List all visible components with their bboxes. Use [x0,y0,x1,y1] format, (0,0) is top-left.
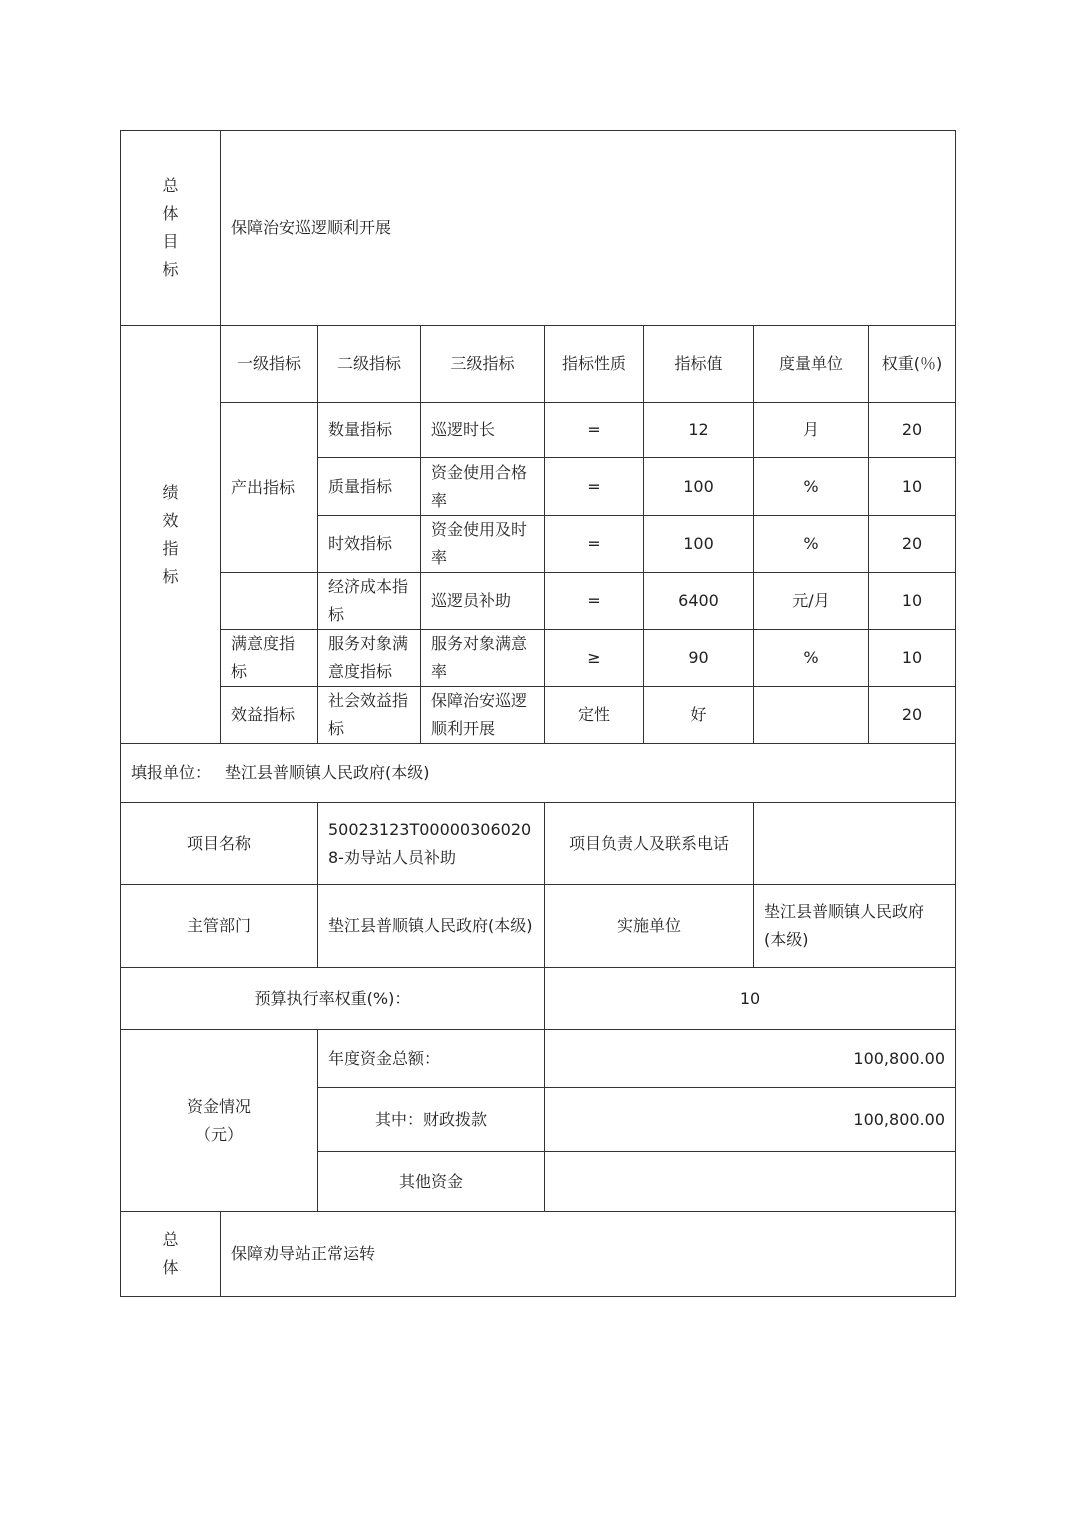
value-cell: 好 [644,687,754,744]
unit-cell: 月 [754,403,869,458]
department-label: 主管部门 [121,885,318,968]
header-level3: 三级指标 [421,326,545,403]
level3-cell: 巡逻时长 [421,403,545,458]
department-row [121,885,956,968]
fund-fiscal-label: 其中：财政拨款 [318,1088,545,1152]
fund-total-label: 年度资金总额： [318,1030,545,1088]
level2-cell: 质量指标 [318,458,421,516]
overall-goal-row-2 [121,1212,956,1297]
funds-label: 资金情况 （元） [121,1030,318,1212]
implementing-unit-label: 实施单位 [545,885,754,968]
level1-cell: 效益指标 [221,687,318,744]
level2-cell: 数量指标 [318,403,421,458]
weight-cell: 20 [869,687,956,744]
weight-cell: 10 [869,630,956,687]
fill-unit-row [121,744,956,803]
nature-cell: = [545,516,644,573]
project-name-label: 项目名称 [121,803,318,885]
indicator-row [121,687,956,744]
fund-other-label: 其他资金 [318,1152,545,1212]
nature-cell: 定性 [545,687,644,744]
level1-cell: 产出指标 [221,403,318,573]
weight-cell: 10 [869,573,956,630]
header-level1: 一级指标 [221,326,318,403]
fund-other-value [545,1152,956,1212]
implementing-unit-value: 垫江县普顺镇人民政府(本级) [754,885,956,968]
fill-unit-label: 填报单位： [131,763,212,782]
overall-goal-text: 保障治安巡逻顺利开展 [221,131,956,326]
performance-goal-form [120,130,955,1297]
value-cell: 100 [644,458,754,516]
nature-cell: = [545,403,644,458]
level3-cell: 保障治安巡逻顺利开展 [421,687,545,744]
budget-weight-value: 10 [545,968,956,1030]
budget-weight-row [121,968,956,1030]
overall-goal-row [121,131,956,326]
weight-cell: 20 [869,516,956,573]
fund-total-row [121,1030,956,1088]
indicator-row [121,573,956,630]
overall-goal-label-2: 总 体 [121,1212,221,1297]
value-cell: 90 [644,630,754,687]
nature-cell: = [545,573,644,630]
value-cell: 12 [644,403,754,458]
project-name-row [121,803,956,885]
indicator-row [121,403,956,458]
level1-cell: 满意度指标 [221,630,318,687]
nature-cell: ≥ [545,630,644,687]
header-weight: 权重(％) [869,326,956,403]
budget-weight-label: 预算执行率权重(%)： [121,968,545,1030]
fund-total-value: 100,800.00 [545,1030,956,1088]
header-unit: 度量单位 [754,326,869,403]
header-value: 指标值 [644,326,754,403]
overall-goal-text-2: 保障劝导站正常运转 [221,1212,956,1297]
level1-cell [221,573,318,630]
level2-cell: 社会效益指标 [318,687,421,744]
performance-indicator-label: 绩 效 指 标 [121,326,221,744]
weight-cell: 10 [869,458,956,516]
value-cell: 100 [644,516,754,573]
level3-cell: 巡逻员补助 [421,573,545,630]
level3-cell: 资金使用及时率 [421,516,545,573]
level3-cell: 服务对象满意率 [421,630,545,687]
unit-cell: % [754,516,869,573]
header-level2: 二级指标 [318,326,421,403]
form-table [120,130,956,1297]
project-contact-value [754,803,956,885]
indicator-header-row [121,326,956,403]
indicator-row [121,630,956,687]
project-contact-label: 项目负责人及联系电话 [545,803,754,885]
fund-fiscal-value: 100,800.00 [545,1088,956,1152]
unit-cell: % [754,458,869,516]
level2-cell: 时效指标 [318,516,421,573]
project-name-value: 50023123T000003060208-劝导站人员补助 [318,803,545,885]
fill-unit-cell [121,744,956,803]
overall-goal-label: 总 体 目 标 [121,131,221,326]
unit-cell [754,687,869,744]
weight-cell: 20 [869,403,956,458]
fill-unit-value: 垫江县普顺镇人民政府(本级) [225,763,430,782]
department-value: 垫江县普顺镇人民政府(本级) [318,885,545,968]
value-cell: 6400 [644,573,754,630]
unit-cell: % [754,630,869,687]
level2-cell: 经济成本指标 [318,573,421,630]
nature-cell: = [545,458,644,516]
header-nature: 指标性质 [545,326,644,403]
unit-cell: 元/月 [754,573,869,630]
level2-cell: 服务对象满意度指标 [318,630,421,687]
level3-cell: 资金使用合格率 [421,458,545,516]
